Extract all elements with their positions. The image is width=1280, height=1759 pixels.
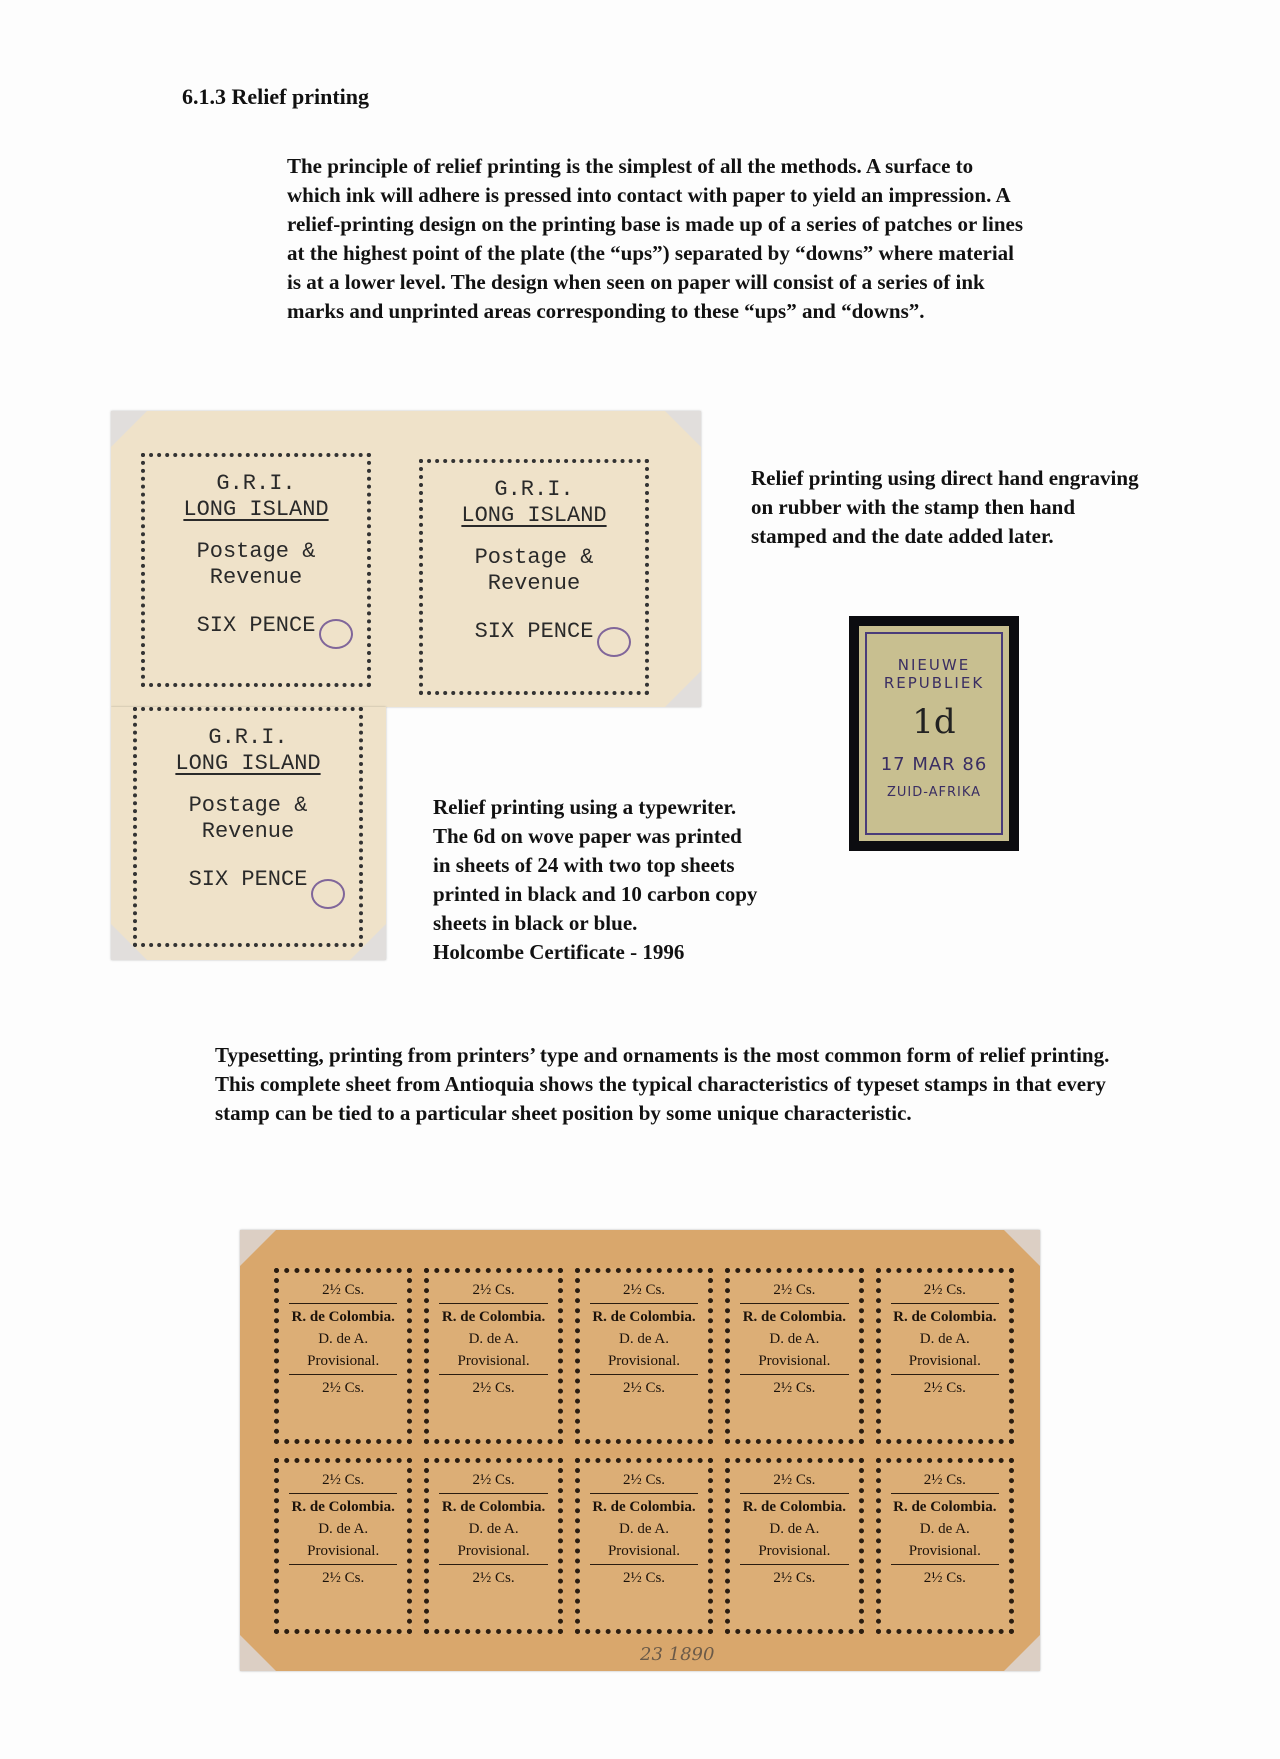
antioquia-stamp-grid	[274, 1268, 1014, 1634]
stamp-line-provisional: Provisional.	[758, 1353, 831, 1369]
stamp-line-provisional: Provisional.	[607, 1543, 681, 1559]
stamp-value-bottom: 2½ Cs.	[322, 1570, 365, 1586]
stamp-rule	[740, 1374, 848, 1375]
stamp-line-provisional: Provisional.	[607, 1353, 681, 1369]
stamp-rule	[439, 1493, 547, 1494]
stamp-rule	[590, 1564, 698, 1565]
stamp-rule	[891, 1303, 999, 1304]
note-rubber-engraving	[751, 464, 1141, 551]
stamp-value-top: 2½ Cs.	[622, 1472, 666, 1488]
stamp-value-top: 2½ Cs.	[472, 1472, 515, 1488]
stamp-value-bottom: 2½ Cs.	[472, 1570, 515, 1586]
stamp-rule	[439, 1374, 547, 1375]
stamp-value-top: 2½ Cs.	[923, 1472, 966, 1488]
stamp-rule	[289, 1493, 397, 1494]
nieuwe-republiek-stamp-face	[859, 626, 1009, 841]
note-typewriter-line: in sheets of 24 with two top sheets	[433, 853, 735, 877]
manuscript-initials	[597, 627, 631, 657]
mount-corner	[665, 411, 701, 447]
stamp-line-provisional: Provisional.	[457, 1353, 530, 1369]
stamp-value-top: 2½ Cs.	[923, 1282, 966, 1298]
stamp-line-dda: D. de A.	[769, 1331, 820, 1347]
stamp-line-colombia: R. de Colombia.	[742, 1499, 847, 1515]
section-heading: 6.1.3 Relief printing	[182, 84, 369, 109]
stamp-line-nieuwe: NIEUWE	[897, 656, 971, 674]
antioquia-stamp	[274, 1268, 412, 1444]
stamp-value-top: 2½ Cs.	[322, 1472, 365, 1488]
stamp-line-colombia: R. de Colombia.	[441, 1309, 546, 1325]
note-typewriter-line: The 6d on wove paper was printed	[433, 824, 742, 848]
stamp-line-provisional: Provisional.	[457, 1543, 530, 1559]
antioquia-stamp	[725, 1268, 863, 1444]
stamp-line-gri: G.R.I.	[494, 477, 574, 502]
stamp-value-bottom: 2½ Cs.	[923, 1570, 966, 1586]
stamp-line-dda: D. de A.	[318, 1331, 369, 1347]
stamp-line-provisional: Provisional.	[908, 1543, 981, 1559]
stamp-line-colombia: R. de Colombia.	[291, 1499, 395, 1515]
stamp-value-top: 2½ Cs.	[622, 1282, 666, 1298]
stamp-value-bottom: 2½ Cs.	[472, 1380, 515, 1396]
stamp-line-dda: D. de A.	[318, 1521, 369, 1537]
antioquia-stamp	[876, 1268, 1014, 1444]
long-island-stamps	[111, 411, 701, 707]
note-rubber-text: Relief printing using direct hand engraving on rubber with the stamp then hand stamped and the date added later.	[751, 466, 1139, 548]
stamp-line-provisional: Provisional.	[307, 1353, 380, 1369]
nieuwe-republiek-stamp	[849, 616, 1019, 851]
stamp-value-top: 2½ Cs.	[472, 1282, 515, 1298]
stamp-line-postage: Postage &	[474, 545, 594, 570]
manuscript-initials	[319, 619, 353, 649]
antioquia-stamp	[725, 1458, 863, 1634]
note-typewriter-line: printed in black and 10 carbon copy	[433, 882, 758, 906]
stamp-line-gri: G.R.I.	[216, 471, 296, 496]
stamp-rule	[740, 1564, 848, 1565]
note-typesetting	[215, 1041, 1115, 1128]
stamp-value-bottom: 2½ Cs.	[773, 1380, 816, 1396]
stamp-line-colombia: R. de Colombia.	[291, 1309, 395, 1325]
mount-corner	[1004, 1230, 1040, 1266]
stamp-line-value: SIX PENCE	[474, 619, 594, 644]
stamp-line-long-island: LONG ISLAND	[175, 751, 321, 776]
antioquia-stamp	[424, 1268, 562, 1444]
stamp-rule	[289, 1303, 397, 1304]
stamp-rule	[289, 1564, 397, 1565]
stamp-line-colombia: R. de Colombia.	[893, 1309, 997, 1325]
stamp-value-bottom: 2½ Cs.	[622, 1570, 666, 1586]
stamp-line-colombia: R. de Colombia.	[742, 1309, 847, 1325]
stamp-value-top: 2½ Cs.	[773, 1282, 816, 1298]
mount-corner	[240, 1635, 276, 1671]
stamp-line-dda: D. de A.	[919, 1521, 970, 1537]
stamp-rule	[590, 1303, 698, 1304]
stamp-line-revenue: Revenue	[201, 819, 295, 844]
antioquia-stamp	[575, 1268, 713, 1444]
stamp-line-revenue: Revenue	[209, 565, 303, 590]
note-typesetting-text: Typesetting, printing from printers’ type and ornaments is the most common form of relief printing. This complete sheet from Antioquia shows the typical characteristics of typeset stamps in that every stamp can be tied to a particular sheet position by some unique characteristic.	[215, 1043, 1110, 1125]
stamp-rule	[891, 1374, 999, 1375]
intro-paragraph	[287, 152, 1027, 326]
stamp-line-republiek: REPUBLIEK	[883, 674, 985, 692]
stamp-line-dda: D. de A.	[468, 1521, 519, 1537]
stamp-rule	[590, 1374, 698, 1375]
stamp-line-postage: Postage &	[196, 539, 316, 564]
stamp-rule	[891, 1493, 999, 1494]
stamp-line-dda: D. de A.	[919, 1331, 970, 1347]
antioquia-sheet	[240, 1230, 1040, 1671]
mount-corner	[240, 1230, 276, 1266]
antioquia-stamp	[424, 1458, 562, 1634]
stamp-rule	[740, 1303, 848, 1304]
stamp-value: 1d	[912, 702, 956, 742]
stamp-line-provisional: Provisional.	[758, 1543, 831, 1559]
intro-text: The principle of relief printing is the simplest of all the methods. A surface to which ink will adhere is pressed into contact with paper to yield an impression. A relief-printing design on the printing base is made up of a series of patches or lines at the highest point of the plate (the “ups”) separated by “downs” where material is at a lower level. The design when seen on paper will consist of a series of ink marks and unprinted areas corresponding to these “ups” and “downs”.	[287, 154, 1023, 323]
antioquia-stamp	[575, 1458, 713, 1634]
stamp-line-dda: D. de A.	[468, 1331, 519, 1347]
stamp-line-long-island: LONG ISLAND	[183, 497, 329, 522]
stamp-line-colombia: R. de Colombia.	[592, 1309, 696, 1325]
stamp-line-colombia: R. de Colombia.	[893, 1499, 997, 1515]
long-island-stamp-3	[133, 707, 363, 947]
stamp-rule	[439, 1564, 547, 1565]
stamp-rule	[439, 1303, 547, 1304]
long-island-stamp-1	[141, 453, 371, 687]
stamp-value-bottom: 2½ Cs.	[622, 1380, 666, 1396]
mount-corner	[111, 411, 147, 447]
stamp-line-value: SIX PENCE	[188, 867, 308, 892]
stamp-date: 17 MAR 86	[880, 754, 988, 775]
long-island-stamp-2	[419, 459, 649, 695]
stamp-line-gri: G.R.I.	[208, 725, 288, 750]
stamp-line-dda: D. de A.	[618, 1331, 669, 1347]
mount-corner	[1004, 1635, 1040, 1671]
note-typewriter-line: Relief printing using a typewriter.	[433, 795, 737, 819]
stamp-line-colombia: R. de Colombia.	[592, 1499, 696, 1515]
stamp-value-bottom: 2½ Cs.	[322, 1380, 365, 1396]
stamp-line-provisional: Provisional.	[908, 1353, 981, 1369]
note-typewriter	[433, 793, 843, 967]
stamp-value-bottom: 2½ Cs.	[773, 1570, 816, 1586]
stamp-line-dda: D. de A.	[618, 1521, 669, 1537]
stamp-rule	[891, 1564, 999, 1565]
antioquia-stamp	[876, 1458, 1014, 1634]
stamp-line-zuid-afrika: ZUID-AFRIKA	[886, 785, 982, 800]
stamp-line-postage: Postage &	[188, 793, 308, 818]
note-typewriter-line: Holcombe Certificate - 1996	[433, 940, 685, 964]
manuscript-initials	[311, 879, 345, 909]
stamp-value-bottom: 2½ Cs.	[923, 1380, 966, 1396]
stamp-value-top: 2½ Cs.	[322, 1282, 365, 1298]
stamp-line-value: SIX PENCE	[196, 613, 316, 638]
stamp-rule	[289, 1374, 397, 1375]
stamp-value-top: 2½ Cs.	[773, 1472, 816, 1488]
stamp-rule	[590, 1493, 698, 1494]
antioquia-stamp	[274, 1458, 412, 1634]
long-island-stamp-single	[111, 707, 386, 960]
stamp-border	[865, 632, 1003, 835]
mount-corner	[665, 671, 701, 707]
stamp-line-long-island: LONG ISLAND	[461, 503, 607, 528]
stamp-rule	[740, 1493, 848, 1494]
stamp-line-revenue: Revenue	[487, 571, 581, 596]
stamp-line-dda: D. de A.	[769, 1521, 820, 1537]
stamp-line-colombia: R. de Colombia.	[441, 1499, 546, 1515]
stamp-line-provisional: Provisional.	[307, 1543, 380, 1559]
note-typewriter-line: sheets in black or blue.	[433, 911, 638, 935]
sheet-manuscript-date: 23 1890	[640, 1644, 715, 1665]
